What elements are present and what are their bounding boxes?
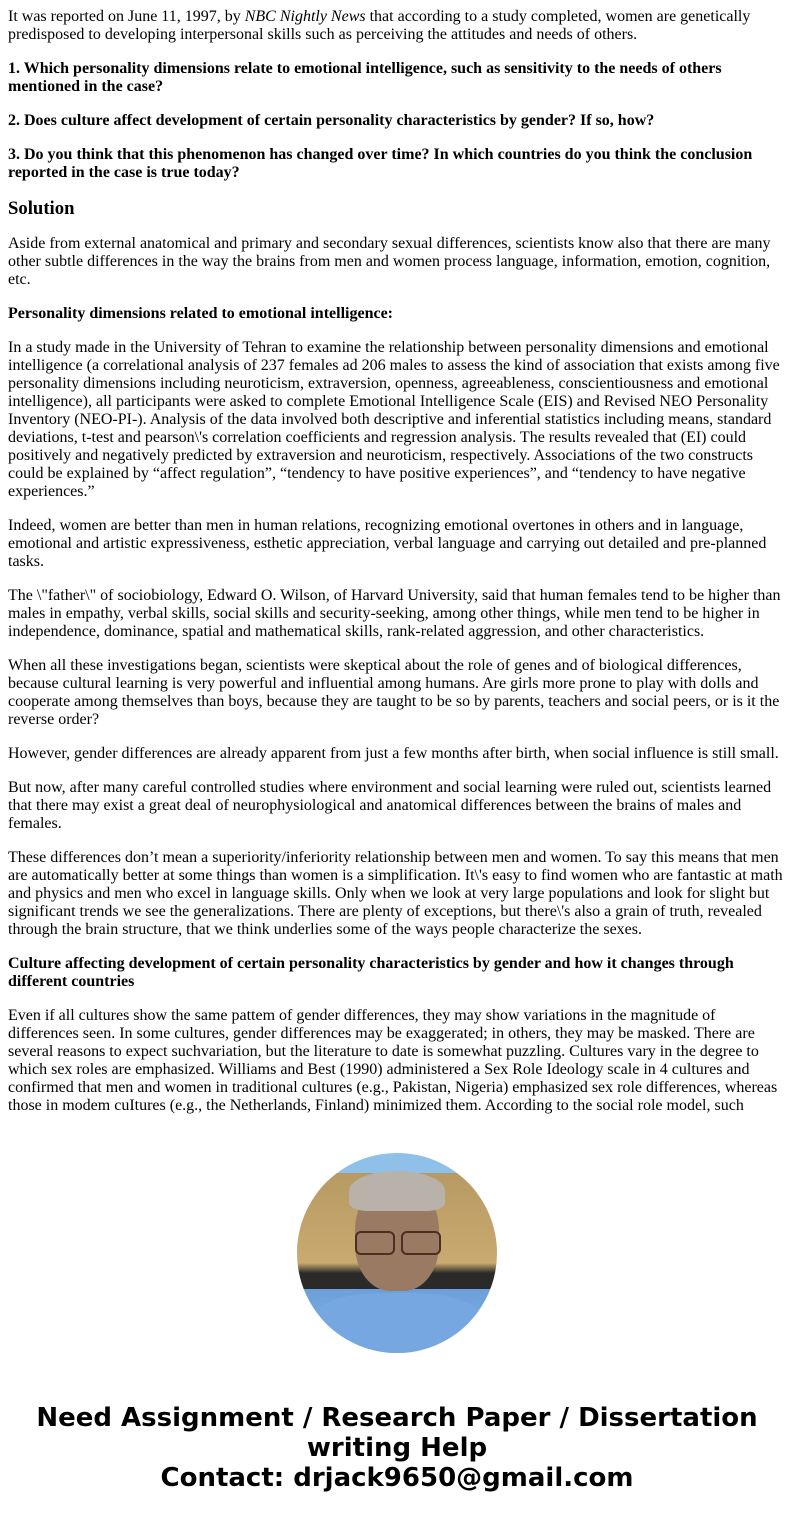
solution-paragraph: These differences don’t mean a superiority/inferiority relationship between men and women. To say this means that men are automatically better at some things than women is a simplification. It\'s easy to find women who are fantastic at math and physics and men who excel in language skills. Only when we look at very large populations and look for slight but significant trends we see the generalizations. There are plenty of exceptions, but there\'s also a grain of truth, revealed through the brain structure, that we think underlies some of the ways people characterize the sexes.: [8, 849, 783, 938]
solution-paragraph: In a study made in the University of Tehran to examine the relationship between personality dimensions and emotional intelligence (a correlational analysis of 237 females ad 206 males to assess the kind of association that exists among five personality dimensions including neuroticism, extraversion, openness, agreeableness, conscientiousness and emotional intelligence), all participants were asked to complete Emotional Intelligence Scale (EIS) and Revised NEO Personality Inventory (NEO-PI-). Analysis of the data involved both descriptive and inferential statistics including means, standard deviations, t-test and pearson\'s correlation coefficients and regression analysis. The results revealed that (EI) could positively and negatively predicted by extraversion and neuroticism, respectively. Associations of the two constructs could be explained by “affect regulation”, “tendency to have positive experiences”, and “tendency to have negative experiences.”: [8, 339, 780, 500]
intro-paragraph: [8, 8, 786, 44]
solution-paragraph: But now, after many careful controlled studies where environment and social learning were ruled out, scientists learned that there may exist a great deal of neurophysiological and anatomical differences between the brains of males and females.: [8, 779, 772, 832]
intro-text-cont: that according to a study completed, women are genetically predisposed to developing interpersonal skills such as perceiving the attitudes and needs of others.: [8, 8, 751, 43]
question-2: 2. Does culture affect development of certain personality characteristics by gender? If so, how?: [8, 112, 655, 129]
solution-paragraph: Indeed, women are better than men in human relations, recognizing emotional overtones in others and in language, emotional and artistic expressiveness, esthetic appreciation, verbal language and carrying out detailed and pre-planned tasks.: [8, 517, 767, 570]
solution-paragraph: However, gender differences are already apparent from just a few months after birth, when social influence is still small.: [8, 745, 779, 762]
question-3: 3. Do you think that this phenomenon has changed over time? In which countries do you think the conclusion reported in the case is true today?: [8, 146, 753, 181]
contact-email: Contact: drjack9650@gmail.com: [160, 1463, 634, 1493]
solution-paragraph: When all these investigations began, scientists were skeptical about the role of genes and of biological differences, because cultural learning is very powerful and influential among humans. Are girls more prone to play with dolls and cooperate among themselves than boys, because they are taught to be so by parents, teachers and social peers, or is it the reverse order?: [8, 657, 780, 728]
help-text: Need Assignment / Research Paper / Dissertation writing Help: [36, 1403, 758, 1463]
glasses-icon: [355, 1231, 395, 1255]
intro-text: It was reported on June 11, 1997, by: [8, 8, 245, 25]
solution-paragraph: The \"father\" of sociobiology, Edward O. Wilson, of Harvard University, said that human females tend to be higher than males in empathy, verbal skills, social skills and security-seeking, among other things, while men tend to be higher in independence, dominance, spatial and mathematical skills, rank-related aggression, and other characteristics.: [8, 587, 781, 640]
subheading-culture: Culture affecting development of certain personality characteristics by gender and how it changes through different countries: [8, 955, 734, 990]
solution-paragraph: Even if all cultures show the same pattem of gender differences, they may show variations in the magnitude of differences seen. In some cultures, gender differences may be exaggerated; in others, they may be masked. There are several reasons to expect suchvariation, but the literature to date is somewhat puzzling. Cultures vary in the degree to which sex roles are emphasized. Williams and Best (1990) administered a Sex Role Ideology scale in 4 cultures and confirmed that men and women in traditional cultures (e.g., Pakistan, Nigeria) emphasized sex role differences, whereas those in modem cuItures (e.g., the Netherlands, Finland) minimized them. According to the social role model, such: [8, 1007, 778, 1114]
subheading-personality: Personality dimensions related to emotional intelligence:: [8, 305, 393, 322]
solution-paragraph: Aside from external anatomical and primary and secondary sexual differences, scientists know also that there are many other subtle differences in the way the brains from men and women process language, information, emotion, cognition, etc.: [8, 235, 771, 288]
document-body: [8, 0, 786, 1122]
author-photo: [297, 1153, 497, 1353]
news-source: NBC Nightly News: [244, 8, 366, 25]
solution-heading: Solution: [8, 198, 75, 219]
contact-banner: [0, 1403, 794, 1493]
question-1: 1. Which personality dimensions relate to emotional intelligence, such as sensitivity to the needs of others mentioned in the case?: [8, 60, 722, 95]
